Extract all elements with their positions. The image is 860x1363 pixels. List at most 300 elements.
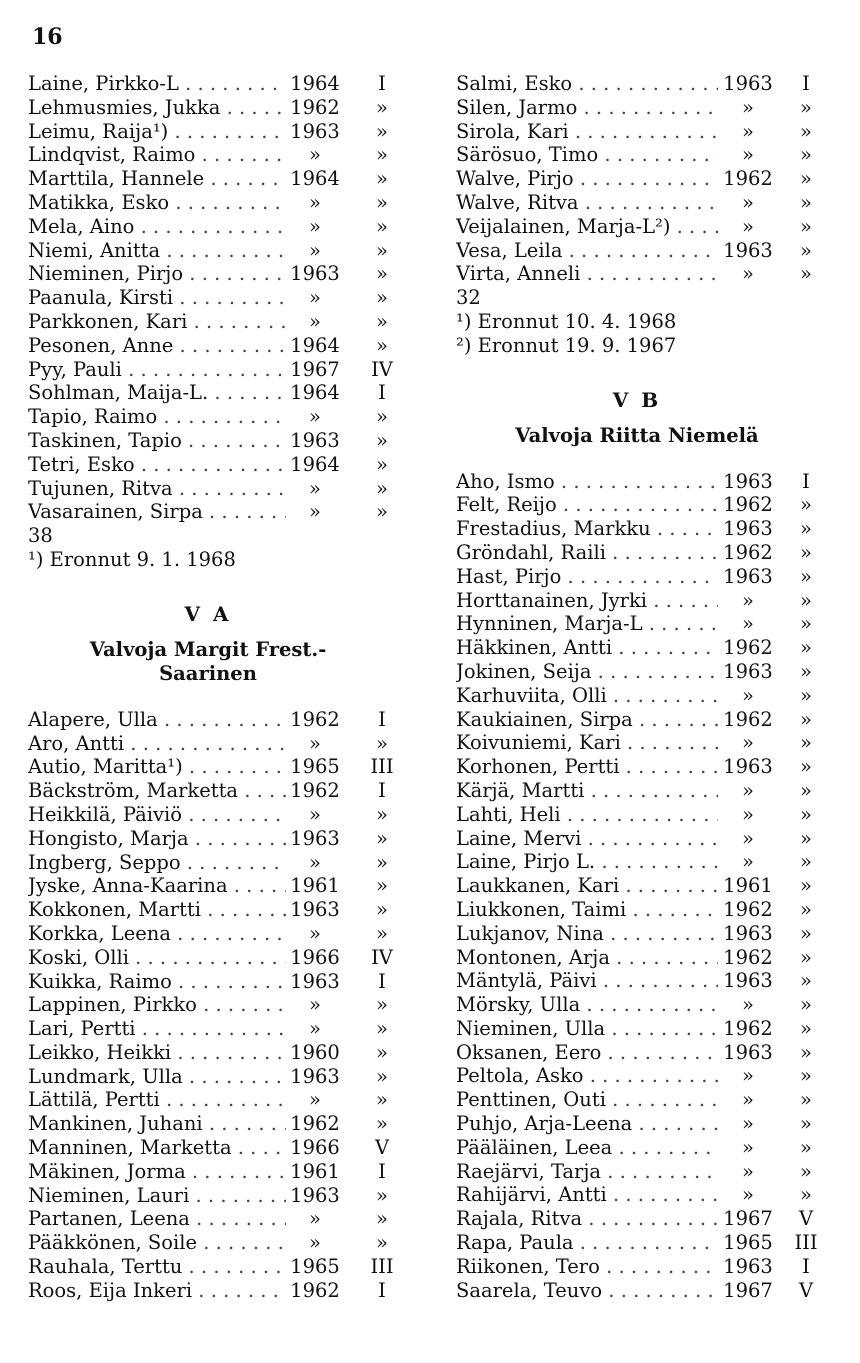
student-class: » [376,95,388,119]
list-item [28,732,388,756]
student-year: » [742,731,754,755]
student-class: » [800,707,812,731]
student-year: » [309,921,321,945]
student-class: I [802,469,810,493]
student-year: 1961 [723,874,773,898]
student-name: Pääkkönen, Soile . . . [28,1231,286,1255]
list-item [456,96,818,120]
list-item [456,636,818,660]
student-name: Laukkanen, Kari . . . [456,874,718,898]
student-name: Autio, Maritta¹) . . . [28,755,286,779]
student-class: » [800,778,812,802]
list-item [28,381,388,405]
list-item [28,191,388,215]
list-item [456,969,818,993]
list-item [456,850,818,874]
student-class: » [376,500,388,524]
list-item [28,215,388,239]
list-item [456,898,818,922]
student-year: 1964 [290,381,340,405]
student-class: » [376,1017,388,1041]
student-year: » [742,262,754,286]
student-year: 1963 [290,826,340,850]
student-class: » [800,826,812,850]
student-name: Parkkonen, Kari . . . [28,310,286,334]
student-name: Bäckström, Marketta . . . [28,779,286,803]
student-year: 1963 [723,517,773,541]
student-year: » [742,826,754,850]
student-class: » [376,1040,388,1064]
student-class: I [378,1278,386,1302]
student-name: Nieminen, Lauri . . . [28,1184,286,1208]
class-count: 38 [28,524,53,548]
student-name: Häkkinen, Antti . . . [456,636,718,660]
list-item [28,477,388,501]
student-year: 1961 [290,1159,340,1183]
list-item [28,1041,388,1065]
student-class: I [802,72,810,95]
student-year: » [309,143,321,167]
list-item [456,1088,818,1112]
student-name: Lindqvist, Raimo . . . [28,143,286,167]
student-name: Partanen, Leena . . . [28,1207,286,1231]
student-class: V [798,1278,814,1302]
student-year: » [742,683,754,707]
student-class: » [800,1064,812,1088]
student-year: » [309,405,321,429]
list-item [28,1160,388,1184]
student-year: » [309,476,321,500]
list-item [456,779,818,803]
student-name: Karhuviita, Olli . . . [456,684,718,708]
student-name: Felt, Reijo . . . [456,493,718,517]
student-class: » [376,238,388,262]
student-list [28,72,393,524]
list-item [456,612,818,636]
list-item [456,72,818,96]
list-item [28,72,388,96]
student-name: Lundmark, Ulla . . . [28,1065,286,1089]
student-name: Korkka, Leena . . . [28,922,286,946]
student-class: » [800,612,812,636]
student-year: 1966 [290,1136,340,1160]
student-name: Mörsky, Ulla . . . [456,993,718,1017]
student-class: » [376,1183,388,1207]
student-name: Montonen, Arja . . . [456,946,718,970]
list-item [28,1112,388,1136]
list-item [28,898,388,922]
student-year: 1963 [723,469,773,493]
student-class: » [800,143,812,167]
student-name: Korhonen, Pertti . . . [456,755,718,779]
student-year: » [309,731,321,755]
student-class: » [800,95,812,119]
student-name: Marttila, Hannele . . . [28,167,286,191]
list-item [28,993,388,1017]
student-year: 1963 [290,898,340,922]
student-year: » [309,850,321,874]
list-item [28,239,388,263]
right-column [456,72,818,1302]
student-year: 1962 [290,779,340,803]
student-name: Jyske, Anna-Kaarina . . . [28,874,286,898]
list-item [28,167,388,191]
list-item [456,167,818,191]
student-name: Matikka, Esko . . . [28,191,286,215]
student-class: » [376,898,388,922]
list-item [28,1088,388,1112]
student-class: V [374,1136,390,1160]
list-item [28,945,393,970]
student-class: » [800,850,812,874]
student-name: Lehmusmies, Jukka . . . [28,96,286,120]
student-name: Rapa, Paula . . . [456,1231,718,1255]
student-year: » [742,993,754,1017]
list-item [456,684,818,708]
list-item [456,143,818,167]
list-item [456,470,818,494]
student-class: » [800,214,812,238]
student-name: Peltola, Asko . . . [456,1064,718,1088]
list-item [456,1183,818,1207]
list-item [28,1255,394,1279]
student-name: Lahti, Heli . . . [456,803,718,827]
student-name: Mäkinen, Jorma . . . [28,1160,286,1184]
student-year: 1967 [723,1278,773,1302]
list-item [28,922,388,946]
list-item [28,1207,388,1231]
student-class: » [800,238,812,262]
list-item [456,120,818,144]
student-name: Ingberg, Seppo . . . [28,851,286,875]
list-item [28,970,388,994]
student-class: » [800,540,812,564]
student-class: » [800,874,812,898]
student-class: » [800,802,812,826]
section-supervisor: Valvoja Margit Frest.- [89,637,327,661]
student-class: » [376,993,388,1017]
student-year: 1962 [723,707,773,731]
list-item [456,262,818,286]
student-year: » [742,1112,754,1136]
student-class: » [376,190,388,214]
student-class: » [376,1112,388,1136]
student-name: Tetri, Esko . . . [28,453,286,477]
student-name: Saarela, Teuvo . . . [456,1279,718,1303]
list-item [28,708,388,732]
student-name: Heikkilä, Päiviö . . . [28,803,286,827]
student-class: » [376,1064,388,1088]
student-year: » [742,802,754,826]
student-class: » [376,262,388,286]
footnote: ¹) Eronnut 9. 1. 1968 [28,547,236,571]
student-year: 1963 [723,72,773,95]
list-item [456,660,818,684]
student-name: Puhjo, Arja-Leena . . . [456,1112,718,1136]
student-list [456,470,818,1303]
student-name: Penttinen, Outi . . . [456,1088,718,1112]
student-class: I [378,969,386,993]
student-year: » [309,1017,321,1041]
student-name: Walve, Ritva . . . [456,191,718,215]
student-class: » [800,731,812,755]
list-item [456,493,818,517]
student-name: Laine, Pirkko-L . . . [28,72,286,96]
list-item [456,946,818,970]
list-item [456,922,818,946]
student-year: 1965 [290,1255,340,1279]
list-item [456,708,818,732]
student-class: » [800,493,812,517]
list-item [28,1231,388,1255]
student-year: » [742,119,754,143]
list-item [28,1065,388,1089]
list-item [456,1112,818,1136]
student-year: 1963 [723,238,773,262]
student-class: » [800,636,812,660]
student-class: » [376,826,388,850]
student-class: » [376,167,388,191]
student-class: » [800,190,812,214]
student-year: 1963 [290,262,340,286]
student-year: » [742,612,754,636]
student-year: 1962 [290,1278,340,1302]
student-name: Kärjä, Martti . . . [456,779,718,803]
list-item [456,565,818,589]
list-item [28,429,388,453]
student-name: Laine, Pirjo L. . . . [456,850,718,874]
list-item [28,143,388,167]
student-class: » [800,1088,812,1112]
section-heading: V B [612,387,662,412]
student-name: Salmi, Esko . . . [456,72,718,96]
list-item [456,874,818,898]
student-class: » [800,564,812,588]
student-year: 1962 [723,167,773,191]
student-class: » [800,1112,812,1136]
student-year: » [742,190,754,214]
student-name: Laine, Mervi . . . [456,827,718,851]
student-year: » [309,190,321,214]
student-year: » [309,1231,321,1255]
student-year: 1963 [723,659,773,683]
list-item [28,310,388,334]
student-class: » [376,802,388,826]
student-year: 1963 [723,921,773,945]
list-item [456,191,818,215]
student-name: Leikko, Heikki . . . [28,1041,286,1065]
student-class: » [800,945,812,969]
student-name: Mela, Aino . . . [28,215,286,239]
student-class: » [800,119,812,143]
student-year: 1962 [290,707,340,731]
student-year: » [309,286,321,310]
student-class: I [378,707,386,731]
student-year: » [742,1159,754,1183]
student-name: Leimu, Raija¹) . . . [28,120,286,144]
student-name: Nieminen, Ulla . . . [456,1017,718,1041]
student-year: 1962 [723,897,773,921]
student-class: » [800,683,812,707]
student-year: 1963 [723,755,773,779]
student-class: » [376,286,388,310]
section-supervisor: Valvoja Riitta Niemelä [515,423,759,447]
student-name: Lappinen, Pirkko . . . [28,993,286,1017]
student-year: 1963 [723,969,773,993]
list-item [456,589,818,613]
list-item [456,1279,818,1303]
list-item [456,803,818,827]
list-item [28,1279,388,1303]
student-year: » [309,500,321,524]
left-column [28,72,394,1303]
student-class: » [376,214,388,238]
student-year: 1963 [723,564,773,588]
student-class: » [376,731,388,755]
student-class: » [376,1088,388,1112]
list-item [28,262,388,286]
student-class: I [378,779,386,803]
student-year: 1963 [290,428,340,452]
student-name: Särösuo, Timo . . . [456,143,718,167]
list-item [456,541,818,565]
student-name: Riikonen, Tero . . . [456,1255,718,1279]
student-class: » [376,1231,388,1255]
student-name: Sirola, Kari . . . [456,120,718,144]
student-year: 1963 [290,1183,340,1207]
student-year: » [309,214,321,238]
list-item [456,1041,818,1065]
student-name: Hongisto, Marja . . . [28,827,286,851]
list-item [28,405,388,429]
student-year: 1964 [290,167,340,191]
student-name: Aro, Antti . . . [28,732,286,756]
student-year: 1965 [290,755,340,779]
student-class: I [378,381,386,405]
student-year: » [742,778,754,802]
student-name: Tujunen, Ritva . . . [28,477,286,501]
student-class: » [800,1183,812,1207]
list-item [456,517,818,541]
student-name: Kuikka, Raimo . . . [28,970,286,994]
student-class: » [800,167,812,191]
student-class: » [800,517,812,541]
student-name: Oksanen, Eero . . . [456,1041,718,1065]
student-year: 1965 [723,1231,773,1255]
list-item [28,827,388,851]
list-item [456,1160,818,1184]
list-item [456,1255,818,1279]
student-year: » [742,1135,754,1159]
student-name: Rajala, Ritva . . . [456,1207,718,1231]
list-item [28,96,388,120]
student-class: » [800,755,812,779]
student-name: Silen, Jarmo . . . [456,96,718,120]
student-year: 1962 [723,540,773,564]
student-year: 1963 [290,1064,340,1088]
student-year: » [742,95,754,119]
student-name: Gröndahl, Raili . . . [456,541,718,565]
student-class: » [800,1016,812,1040]
student-class: IV [371,357,393,381]
student-year: 1964 [290,333,340,357]
list-item [456,731,818,755]
student-name: Lättilä, Pertti . . . [28,1088,286,1112]
student-name: Hynninen, Marja-L . . . [456,612,718,636]
student-year: » [742,588,754,612]
student-name: Jokinen, Seija . . . [456,660,718,684]
student-name: Vesa, Leila . . . [456,239,718,263]
student-class: I [378,72,386,95]
list-item [28,334,388,358]
list-item [456,827,818,851]
student-class: » [376,119,388,143]
student-name: Lukjanov, Nina . . . [456,922,718,946]
list-item [28,779,388,803]
student-name: Niemi, Anitta . . . [28,239,286,263]
student-name: Manninen, Marketta . . . [28,1136,286,1160]
student-year: 1967 [723,1207,773,1231]
student-year: » [742,1064,754,1088]
list-item [28,357,393,382]
student-name: Nieminen, Pirjo . . . [28,262,286,286]
student-class: » [376,333,388,357]
list-item [28,803,388,827]
list-item [28,453,388,477]
student-year: » [742,1183,754,1207]
student-year: » [742,143,754,167]
student-class: » [800,262,812,286]
student-name: Taskinen, Tapio . . . [28,429,286,453]
student-year: 1962 [290,95,340,119]
student-year: 1964 [290,72,340,95]
student-class: » [376,405,388,429]
student-name: Rauhala, Terttu . . . [28,1255,286,1279]
list-item [456,1207,818,1231]
student-year: 1966 [290,945,340,969]
student-name: Pyy, Pauli . . . [28,358,286,382]
student-name: Paanula, Kirsti . . . [28,286,286,310]
footnote: ²) Eronnut 19. 9. 1967 [456,333,677,357]
list-item [28,1136,388,1160]
student-name: Koski, Olli . . . [28,946,286,970]
student-class: » [800,659,812,683]
student-year: 1962 [723,945,773,969]
list-item [456,215,818,239]
student-class: » [376,428,388,452]
student-year: 1964 [290,452,340,476]
student-name: Kaukiainen, Sirpa . . . [456,708,718,732]
student-year: » [309,1207,321,1231]
student-year: 1963 [290,119,340,143]
student-year: » [742,214,754,238]
student-year: » [742,1088,754,1112]
list-item [28,755,394,779]
student-class: » [376,476,388,500]
student-name: Virta, Anneli . . . [456,262,718,286]
student-year: 1967 [290,357,340,381]
student-year: 1963 [290,969,340,993]
student-year: 1961 [290,874,340,898]
student-name: Pääläinen, Leea . . . [456,1136,718,1160]
student-name: Hast, Pirjo . . . [456,565,718,589]
student-name: Aho, Ismo . . . [456,470,718,494]
student-name: Horttanainen, Jyrki . . . [456,589,718,613]
student-year: 1963 [723,1254,773,1278]
list-item [456,1136,818,1160]
list-item [456,239,818,263]
student-class: » [376,143,388,167]
